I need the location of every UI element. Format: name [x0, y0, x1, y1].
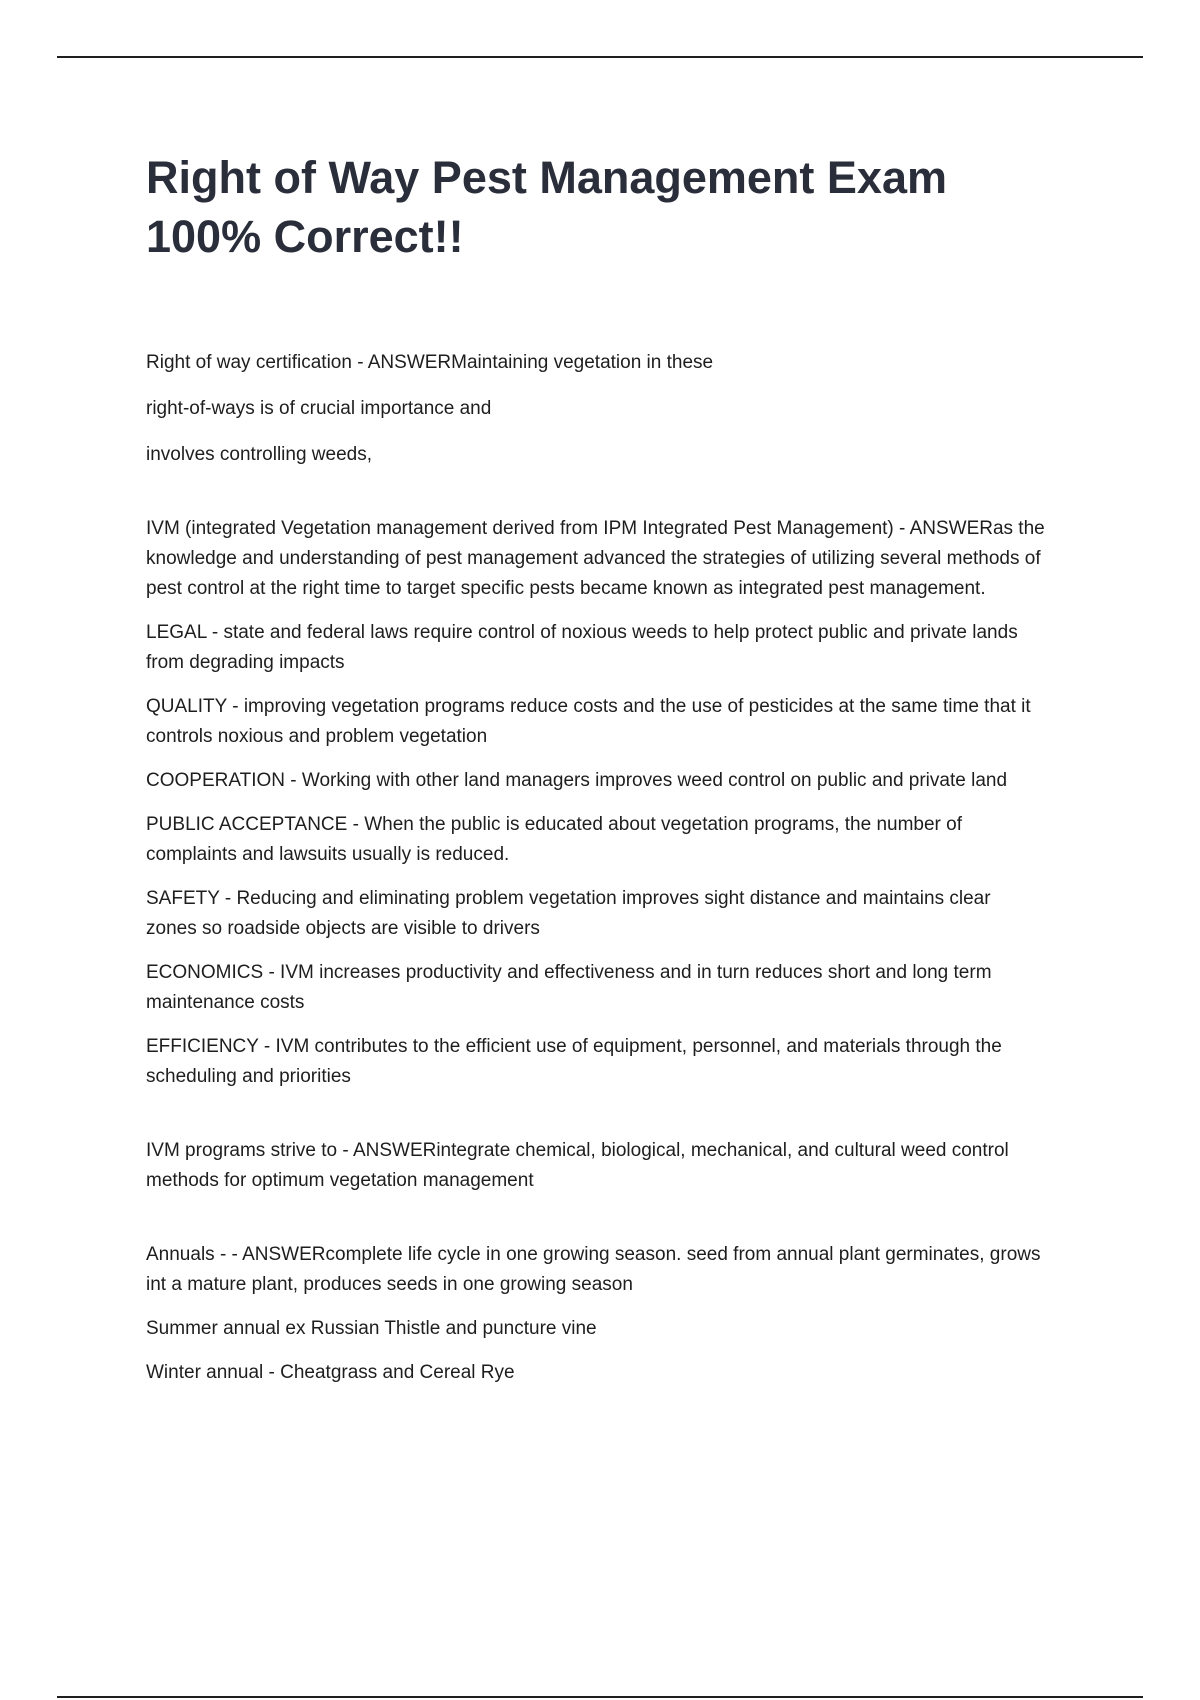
document-title: Right of Way Pest Management Exam 100% Correct!! — [146, 152, 947, 262]
annuals-definition: Annuals - - ANSWERcomplete life cycle in one growing season. seed from annual plant germinates, grows int a mature plant, produces seeds in one growing season — [146, 1244, 1041, 1295]
ivm-benefit-efficiency: EFFICIENCY - IVM contributes to the efficient use of equipment, personnel, and materials through the scheduling and priorities — [146, 1036, 1002, 1087]
document-body — [146, 348, 1046, 1388]
summer-annual: Summer annual ex Russian Thistle and puncture vine — [146, 1318, 597, 1339]
intro-line: right-of-ways is of crucial importance and — [146, 398, 492, 419]
ivm-benefit-safety: SAFETY - Reducing and eliminating problem vegetation improves sight distance and maintains clear zones so roadside objects are visible to drivers — [146, 888, 991, 939]
section-gap — [146, 1196, 1046, 1240]
ivm-benefit-public-acceptance: PUBLIC ACCEPTANCE - When the public is educated about vegetation programs, the number of complaints and lawsuits usually is reduced. — [146, 814, 963, 865]
ivm-programs: IVM programs strive to - ANSWERintegrate chemical, biological, mechanical, and cultural weed control methods for optimum vegetation management — [146, 1140, 1009, 1191]
section-gap — [146, 1092, 1046, 1136]
section-gap — [146, 470, 1046, 514]
ivm-benefit-cooperation: COOPERATION - Working with other land managers improves weed control on public and private land — [146, 770, 1008, 791]
ivm-benefit-legal: LEGAL - state and federal laws require control of noxious weeds to help protect public and private lands from degrading impacts — [146, 622, 1018, 673]
intro-line: involves controlling weeds, — [146, 444, 373, 465]
bottom-divider — [57, 1696, 1143, 1698]
ivm-benefit-quality: QUALITY - improving vegetation programs reduce costs and the use of pesticides at the same time that it controls noxious and problem vegetation — [146, 696, 1031, 747]
intro-line: Right of way certification - ANSWERMaintaining vegetation in these — [146, 352, 714, 373]
document-page — [146, 148, 1046, 1388]
ivm-benefit-economics: ECONOMICS - IVM increases productivity and effectiveness and in turn reduces short and long term maintenance costs — [146, 962, 992, 1013]
top-divider — [57, 56, 1143, 58]
winter-annual: Winter annual - Cheatgrass and Cereal Rye — [146, 1362, 515, 1383]
ivm-definition: IVM (integrated Vegetation management derived from IPM Integrated Pest Management) - ANSWERas the knowledge and understanding of pest management advanced the strategies of utilizing several methods of pest control at the right time to target specific pests became known as integrated pest management. — [146, 518, 1045, 599]
